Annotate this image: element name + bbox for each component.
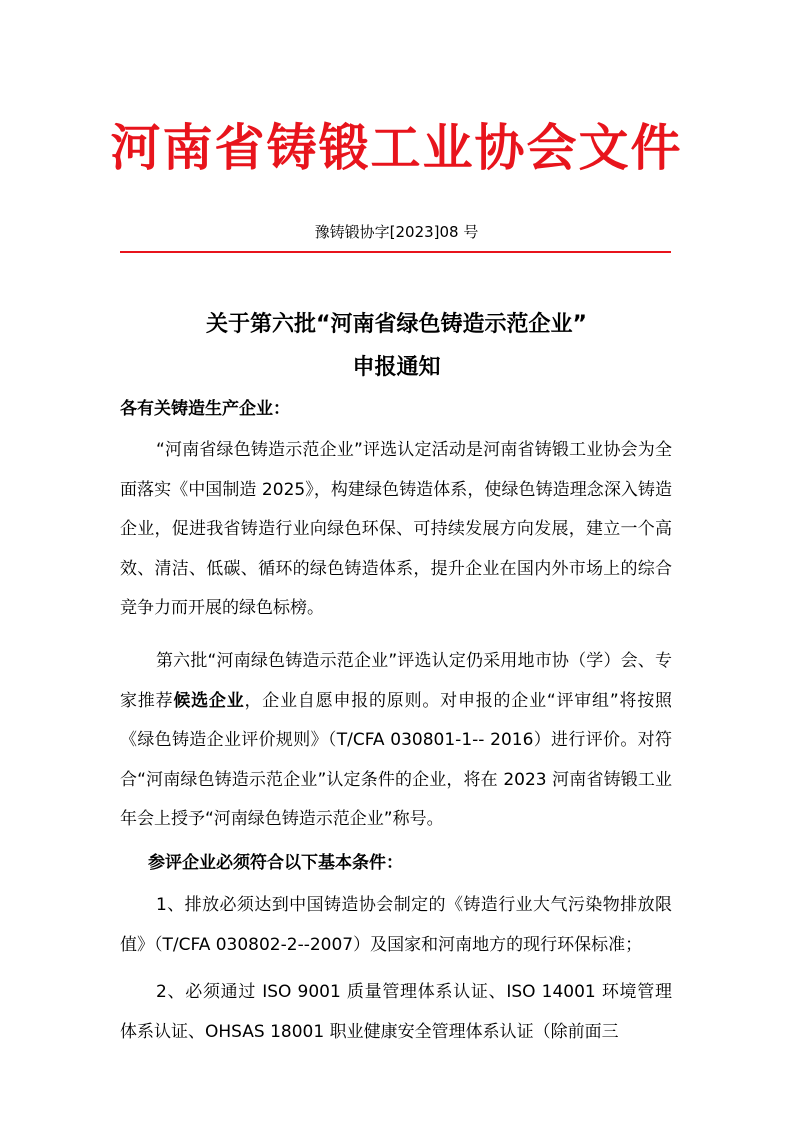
- notice-title-line1: 关于第六批“河南省绿色铸造示范企业”: [206, 312, 587, 337]
- paragraph-selection-text-a: 第六批“河南绿色铸造示范企业”评选认定仍采用地市协（学）会、专家推荐: [120, 651, 672, 711]
- condition-item-2: 2、必须通过 ISO 9001 质量管理体系认证、ISO 14001 环境管理体系认证、OHSAS 18001 职业健康安全管理体系认证（除前面三: [120, 982, 672, 1042]
- conditions-heading: 参评企业必须符合以下基本条件：: [148, 853, 403, 873]
- paragraph-selection-text-b: ，企业自愿申报的原则。对申报的企业“评审组”将按照《绿色铸造企业评价规则》（T/CFA 030801-1-- 2016）进行评价。对符合“河南绿色铸造示范企业”认定条件的企业，将在 2023 河南省铸锻工业年会上授予“河南绿色铸造示范企业”称号。: [120, 690, 672, 829]
- paragraph-selection-bold: 候选企业: [173, 690, 245, 711]
- paragraph-selection: [120, 642, 672, 840]
- header-divider: [120, 251, 671, 253]
- paragraph-intro: “河南省绿色铸造示范企业”评选认定活动是河南省铸锻工业协会为全面落实《中国制造 2025》，构建绿色铸造体系，使绿色铸造理念深入铸造企业，促进我省铸造行业向绿色环保、可持续发展方向发展，建立一个高效、清洁、低碳、循环的绿色铸造体系，提升企业在国内外市场上的综合竞争力而开展的绿色标榜。: [120, 440, 672, 618]
- condition-item-1: 1、排放必须达到中国铸造协会制定的《铸造行业大气污染物排放限值》（T/CFA 030802-2--2007）及国家和河南地方的现行环保标准；: [120, 895, 672, 955]
- notice-title-line2: 申报通知: [352, 355, 441, 380]
- document-number: 豫铸锻协字[2023]08 号: [314, 223, 479, 241]
- org-header-title: 河南省铸锻工业协会文件: [110, 119, 683, 177]
- salutation: 各有关铸造生产企业：: [120, 399, 290, 419]
